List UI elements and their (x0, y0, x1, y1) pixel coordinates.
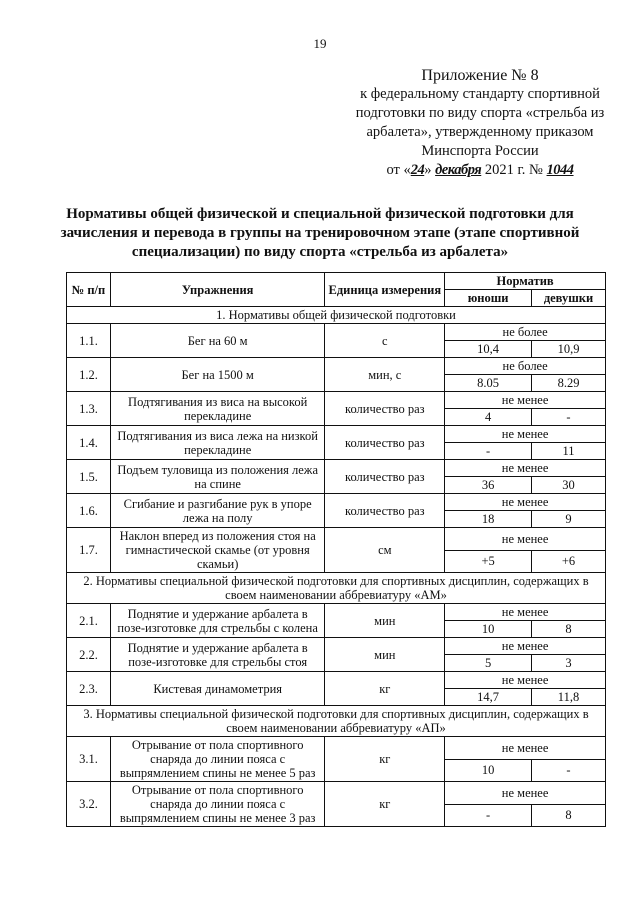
row-number: 1.2. (67, 358, 111, 392)
appendix-block (330, 66, 630, 180)
header-norm: Норматив (445, 273, 606, 290)
row-exercise: Поднятие и удержание арбалета в позе-изготовке для стрельбы стоя (110, 638, 325, 672)
appendix-line: подготовки по виду спорта «стрельба из (355, 105, 605, 121)
header-unit: Единица измерения (325, 273, 445, 307)
row-exercise: Подтягивания из виса на высокой перекладине (110, 392, 325, 426)
order-year: 2021 г. № (484, 162, 543, 178)
row-unit: количество раз (325, 392, 445, 426)
header-row (67, 273, 606, 290)
row-number: 2.2. (67, 638, 111, 672)
table-row (67, 392, 606, 409)
row-girls-value: +6 (532, 550, 606, 573)
row-girls-value: 30 (532, 477, 606, 494)
row-boys-value: - (445, 443, 532, 460)
appendix-line: арбалета», утвержденному приказом (366, 124, 594, 140)
row-girls-value: 11,8 (532, 689, 606, 706)
table-row (67, 426, 606, 443)
row-number: 1.1. (67, 324, 111, 358)
row-condition: не менее (445, 528, 606, 551)
row-unit: кг (325, 672, 445, 706)
appendix-line: к федеральному стандарту спортивной (360, 86, 600, 102)
row-number: 1.4. (67, 426, 111, 460)
table-row (67, 494, 606, 511)
row-condition: не более (445, 324, 606, 341)
section-row (67, 307, 606, 324)
table-row (67, 782, 606, 805)
row-number: 1.7. (67, 528, 111, 573)
row-number: 1.3. (67, 392, 111, 426)
row-condition: не менее (445, 782, 606, 805)
row-exercise: Наклон вперед из положения стоя на гимнастической скамье (от уровня скамьи) (110, 528, 325, 573)
row-condition: не менее (445, 460, 606, 477)
row-exercise: Отрывание от пола спортивного снаряда до линии пояса с выпрямлением спины не менее 3 раз (110, 782, 325, 827)
row-girls-value: 9 (532, 511, 606, 528)
table-row (67, 604, 606, 621)
table-row (67, 358, 606, 375)
order-date-line (330, 161, 630, 180)
row-number: 1.5. (67, 460, 111, 494)
row-number: 2.3. (67, 672, 111, 706)
row-unit: количество раз (325, 426, 445, 460)
row-girls-value: 8 (532, 804, 606, 827)
row-boys-value: 10,4 (445, 341, 532, 358)
row-exercise: Сгибание и разгибание рук в упоре лежа на полу (110, 494, 325, 528)
row-boys-value: 10 (445, 621, 532, 638)
row-condition: не менее (445, 737, 606, 760)
row-girls-value: 8 (532, 621, 606, 638)
date-quote: » (424, 162, 432, 178)
row-condition: не менее (445, 672, 606, 689)
row-condition: не менее (445, 638, 606, 655)
appendix-line: Минспорта России (421, 143, 539, 159)
header-exercise: Упражнения (110, 273, 325, 307)
header-girls: девушки (532, 290, 606, 307)
order-month: декабря (435, 162, 482, 178)
row-unit: см (325, 528, 445, 573)
row-exercise: Поднятие и удержание арбалета в позе-изготовке для стрельбы с колена (110, 604, 325, 638)
row-exercise: Бег на 1500 м (110, 358, 325, 392)
row-girls-value: 11 (532, 443, 606, 460)
row-girls-value: - (532, 759, 606, 782)
row-boys-value: 8.05 (445, 375, 532, 392)
row-boys-value: +5 (445, 550, 532, 573)
row-condition: не более (445, 358, 606, 375)
row-number: 3.1. (67, 737, 111, 782)
standards-table (66, 272, 606, 827)
row-unit: количество раз (325, 460, 445, 494)
section-row (67, 573, 606, 604)
section-title: 1. Нормативы общей физической подготовки (67, 307, 606, 324)
row-girls-value: 3 (532, 655, 606, 672)
row-boys-value: 10 (445, 759, 532, 782)
row-unit: мин, с (325, 358, 445, 392)
row-girls-value: 8.29 (532, 375, 606, 392)
table-row (67, 638, 606, 655)
row-exercise: Подъем туловища из положения лежа на спине (110, 460, 325, 494)
row-unit: мин (325, 604, 445, 638)
row-boys-value: 18 (445, 511, 532, 528)
order-number: 1044 (546, 162, 574, 178)
table-row (67, 460, 606, 477)
table-row (67, 528, 606, 551)
table-row (67, 737, 606, 760)
row-exercise: Отрывание от пола спортивного снаряда до линии пояса с выпрямлением спины не менее 5 раз (110, 737, 325, 782)
row-unit: кг (325, 737, 445, 782)
section-title: 3. Нормативы специальной физической подготовки для спортивных дисциплин, содержащих в своем наименовании аббревиатуру «АП» (67, 706, 606, 737)
row-exercise: Бег на 60 м (110, 324, 325, 358)
row-boys-value: 14,7 (445, 689, 532, 706)
row-condition: не менее (445, 494, 606, 511)
row-boys-value: 5 (445, 655, 532, 672)
table-row (67, 324, 606, 341)
table-row (67, 672, 606, 689)
row-exercise: Подтягивания из виса лежа на низкой перекладине (110, 426, 325, 460)
row-unit: количество раз (325, 494, 445, 528)
row-condition: не менее (445, 426, 606, 443)
row-number: 3.2. (67, 782, 111, 827)
row-boys-value: - (445, 804, 532, 827)
date-prefix: от « (386, 162, 411, 178)
row-number: 1.6. (67, 494, 111, 528)
document-title: Нормативы общей физической и специальной физической подготовки для зачисления и перевода в группы на тренировочном этапе (этапе спортивной специализации) по виду спорта «стрельба из арбалета» (60, 206, 580, 260)
section-title: 2. Нормативы специальной физической подготовки для спортивных дисциплин, содержащих в своем наименовании аббревиатуру «АМ» (67, 573, 606, 604)
row-condition: не менее (445, 604, 606, 621)
row-number: 2.1. (67, 604, 111, 638)
page-number: 19 (313, 36, 327, 51)
row-condition: не менее (445, 392, 606, 409)
row-unit: с (325, 324, 445, 358)
row-girls-value: - (532, 409, 606, 426)
row-girls-value: 10,9 (532, 341, 606, 358)
row-unit: кг (325, 782, 445, 827)
row-unit: мин (325, 638, 445, 672)
row-boys-value: 36 (445, 477, 532, 494)
header-num: № п/п (67, 273, 111, 307)
appendix-title: Приложение № 8 (421, 67, 539, 84)
row-boys-value: 4 (445, 409, 532, 426)
header-boys: юноши (445, 290, 532, 307)
section-row (67, 706, 606, 737)
order-day: 24 (410, 162, 425, 178)
row-exercise: Кистевая динамометрия (110, 672, 325, 706)
